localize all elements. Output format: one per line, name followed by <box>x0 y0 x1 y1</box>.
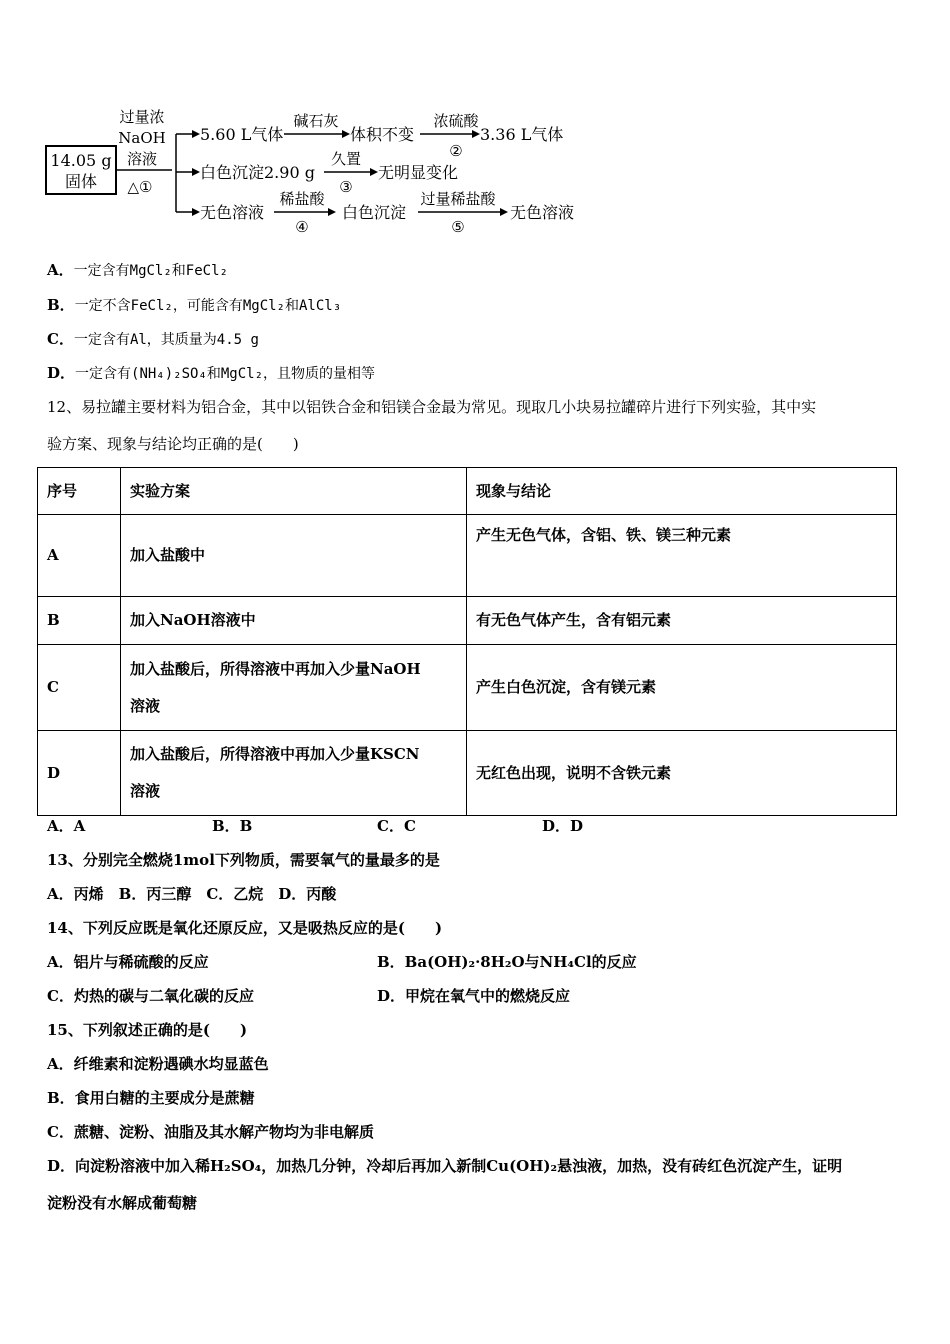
row-b-result: 有无色气体产生，含有铝元素 <box>467 597 897 645</box>
branch1-arrowhead2 <box>342 130 350 138</box>
q11-option-b-letter: B． <box>47 296 75 314</box>
branch2-result: 无明显变化 <box>378 163 459 182</box>
solid-mass: 14.05 g <box>50 151 112 170</box>
q13-options: A．丙烯 B．丙三醇 C．乙烷 D．丙酸 <box>47 885 337 903</box>
q12-stem-line2: 验方案、现象与结论均正确的是( ) <box>47 435 299 453</box>
branch1-step2: ② <box>449 142 463 160</box>
q11-option-c-text: 一定含有Al，其质量为4.5 g <box>73 332 259 348</box>
branch3-final: 无色溶液 <box>510 203 575 222</box>
q11-option-c <box>47 329 259 350</box>
q14-option-a: A．铝片与稀硫酸的反应 <box>47 953 209 971</box>
q11-option-a <box>47 260 228 281</box>
branch1-final: 3.36 L气体 <box>480 125 564 144</box>
branch3-reagent: 稀盐酸 <box>279 190 325 208</box>
branch2-step: ③ <box>339 178 353 196</box>
q14-option-c: C．灼热的碳与二氧化碳的反应 <box>47 987 254 1005</box>
branch1-arrowhead3 <box>472 130 480 138</box>
q14-option-b: B．Ba(OH)₂·8H₂O与NH₄Cl的反应 <box>377 953 637 971</box>
branch3-arrowhead <box>192 208 200 216</box>
flow-diagram <box>40 100 600 250</box>
q12-answer-a: A．A <box>47 817 86 835</box>
q14-options-row2 <box>47 986 847 1006</box>
q14-stem: 14、下列反应既是氧化还原反应，又是吸热反应的是( ) <box>47 919 443 937</box>
table-row <box>38 515 897 597</box>
row-d-plan-line1: 加入盐酸后，所得溶液中再加入少量KSCN <box>130 745 420 763</box>
q12-answer-b: B．B <box>212 817 253 835</box>
branch2-product: 白色沉淀2.90 g <box>200 163 315 182</box>
q12-stem-line1: 12、易拉罐主要材料为铝合金，其中以铝铁合金和铝镁合金最为常见。现取几小块易拉罐碎片进行下列实验，其中实 <box>47 398 817 416</box>
header-plan: 实验方案 <box>121 468 467 515</box>
q12-answer-d: D．D <box>542 817 584 835</box>
row-a-id: A <box>38 515 121 597</box>
q11-option-a-letter: A． <box>47 261 74 279</box>
row-b-plan: 加入NaOH溶液中 <box>121 597 467 645</box>
q13-stem: 13、分别完全燃烧1mol下列物质，需要氧气的量最多的是 <box>47 851 440 869</box>
branch3-step2: ⑤ <box>451 218 465 236</box>
reagent-line3: 溶液 <box>126 150 158 168</box>
branch1-reagent: 碱石灰 <box>293 112 339 130</box>
row-b-id: B <box>38 597 121 645</box>
branch2-arrowhead <box>192 168 200 176</box>
flow-diagram-svg <box>40 100 600 250</box>
q12-answers <box>47 816 747 836</box>
row-d-plan-line2: 溶液 <box>130 782 161 800</box>
reagent-line2: NaOH <box>118 129 166 147</box>
q11-option-d-letter: D． <box>47 364 76 382</box>
q11-option-a-text: 一定含有MgCl₂和FeCl₂ <box>73 263 228 279</box>
q11-option-d-text: 一定含有(NH₄)₂SO₄和MgCl₂，且物质的量相等 <box>75 366 376 382</box>
q11-option-c-letter: C． <box>47 330 74 348</box>
branch1-product: 5.60 L气体 <box>200 125 284 144</box>
row-d-id: D <box>38 731 121 816</box>
branch2-reagent: 久置 <box>330 150 362 168</box>
q11-option-d <box>47 363 375 384</box>
row-a-plan: 加入盐酸中 <box>121 515 467 597</box>
q15-option-d-line1: D．向淀粉溶液中加入稀H₂SO₄，加热几分钟，冷却后再加入新制Cu(OH)₂悬浊液，加热，没有砖红色沉淀产生，证明 <box>47 1157 843 1175</box>
branch3-reagent2: 过量稀盐酸 <box>420 190 496 208</box>
table-header-row <box>38 468 897 515</box>
table-row <box>38 597 897 645</box>
q11-option-b <box>47 295 341 316</box>
table-row <box>38 731 897 816</box>
branch3-arrowhead3 <box>500 208 508 216</box>
header-result: 现象与结论 <box>467 468 897 515</box>
q12-answer-c: C．C <box>377 817 416 835</box>
row-c-plan-line1: 加入盐酸后，所得溶液中再加入少量NaOH <box>130 659 421 678</box>
q15-stem: 15、下列叙述正确的是( ) <box>47 1021 248 1039</box>
branch3-product: 无色溶液 <box>200 203 265 222</box>
q14-option-d: D．甲烷在氧气中的燃烧反应 <box>377 987 571 1005</box>
row-c-plan <box>121 645 467 731</box>
branch3-step: ④ <box>295 218 309 236</box>
header-id: 序号 <box>38 468 121 515</box>
row-c-plan-line2: 溶液 <box>130 696 161 715</box>
table-row <box>38 645 897 731</box>
branch3-result: 白色沉淀 <box>342 203 407 222</box>
row-c-result: 产生白色沉淀，含有镁元素 <box>467 645 897 731</box>
q11-option-b-text: 一定不含FeCl₂，可能含有MgCl₂和AlCl₃ <box>74 298 342 314</box>
branch3-arrowhead2 <box>328 208 336 216</box>
branch2-arrowhead2 <box>370 168 378 176</box>
reagent-line1: 过量浓 <box>119 108 165 126</box>
solid-word: 固体 <box>64 172 98 191</box>
q14-options-row1 <box>47 952 847 972</box>
row-d-result: 无红色出现，说明不含铁元素 <box>467 731 897 816</box>
q15-option-d-line2: 淀粉没有水解成葡萄糖 <box>47 1194 198 1212</box>
branch1-arrowhead <box>192 130 200 138</box>
branch1-result: 体积不变 <box>350 125 415 144</box>
q12-table <box>37 467 897 816</box>
row-d-plan <box>121 731 467 816</box>
step1-label: △① <box>127 178 153 196</box>
q15-option-b: B．食用白糖的主要成分是蔗糖 <box>47 1089 255 1107</box>
branch1-reagent2: 浓硫酸 <box>433 112 479 130</box>
q15-option-c: C．蔗糖、淀粉、油脂及其水解产物均为非电解质 <box>47 1123 374 1141</box>
row-a-result: 产生无色气体，含铝、铁、镁三种元素 <box>467 515 897 597</box>
row-c-id: C <box>38 645 121 731</box>
q15-option-a: A．纤维素和淀粉遇碘水均显蓝色 <box>47 1055 269 1073</box>
